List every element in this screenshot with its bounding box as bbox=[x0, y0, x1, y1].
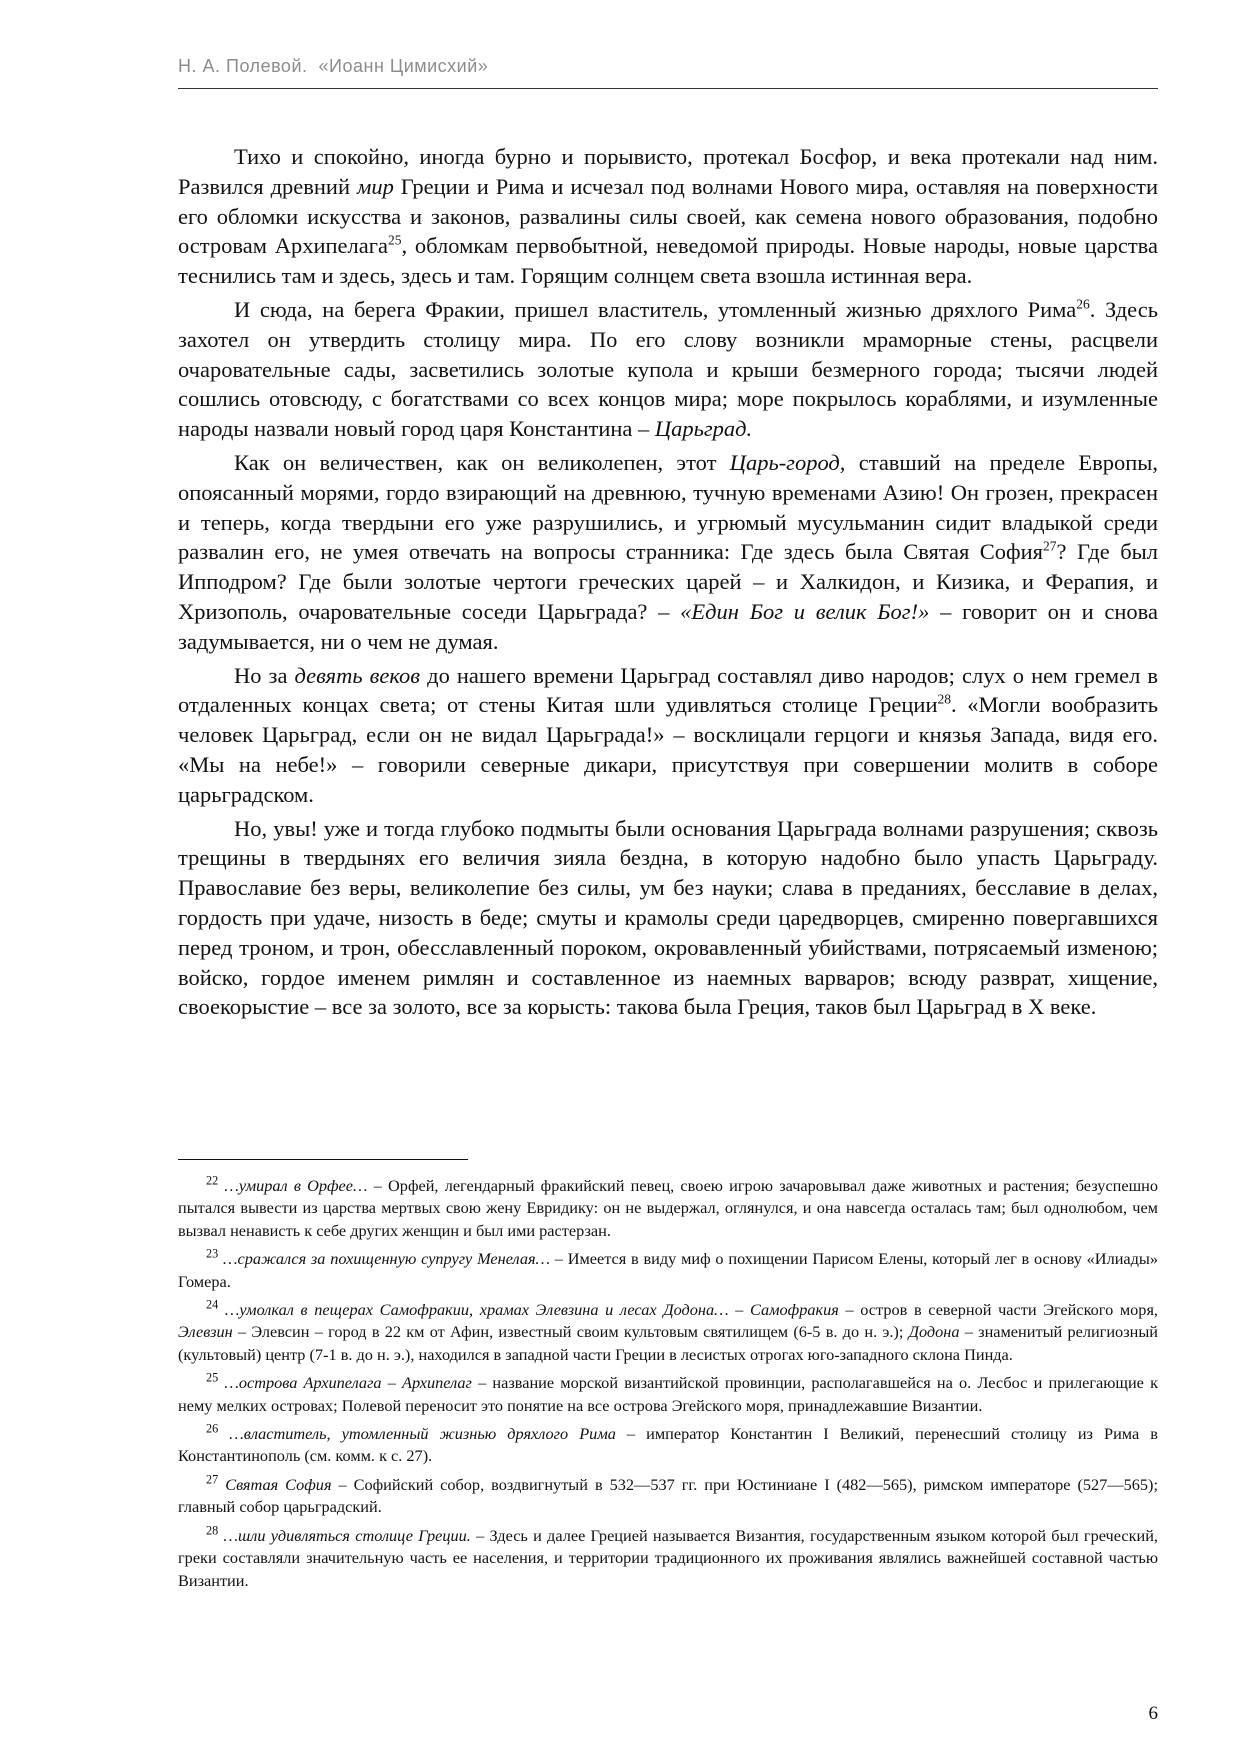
paragraph-1: Тихо и спокойно, иногда бурно и порывисто, протекал Босфор, и века протекали над ним. Развился древний мир Греции и Рима и исчезал под волнами Нового мира, оставляя на поверхности его обломки искусства и законов, развалины силы своей, как семена нового образования, подобно островам Архипелага$^{25}$, обломкам первобытной, неведомой природы. Новые народы, новые царства теснились там и здесь, здесь и там. Горящим солнцем света взошла истинная вера. bbox=[178, 144, 1158, 289]
paragraph-3: Как он величествен, как он великолепен, этот Царь-город, ставший на пределе Европы, опоясанный морями, гордо взирающий на древнюю, тучную временами Азию! Он грозен, прекрасен и теперь, когда твердыни его уже разрушились, и угрюмый мусульманин сидит владыкой среди развалин его, не умея отвечать на вопросы странника: Где здесь была Святая София$^{27}$? Где был Ипподром? Где были золотые чертоги греческих царей – и Халкидон, и Кизика, и Ферапия, и Хризополь, очаровательные соседи Царьграда? – «Един Бог и велик Бог!» – говорит он и снова задумывается, ни о чем не думая. bbox=[178, 449, 1159, 654]
footnote-28: $^{28}$ …шли удивляться столице Греции. – Здесь и далее Грецией называется Византия, государственным языком которой был греческий, греки составляли значительную часть ее населения, и территории традиционного их проживания являлись важнейшей составной частью Византии. bbox=[178, 1523, 1158, 1590]
footnote-23: $^{23}$ …сражался за похищенную супругу Менелая… – Имеется в виду миф о похищении Парисом Елены, который лег в основу «Илиады» Гомера. bbox=[178, 1246, 1158, 1291]
footnotes bbox=[178, 1175, 1158, 1598]
header-title: «Иоанн Цимисхий» bbox=[318, 56, 489, 76]
running-header bbox=[178, 56, 1158, 77]
paragraph-5: Но, увы! уже и тогда глубоко подмыты были основания Царьграда волнами разрушения; сквозь трещины в твердынях его величия зияла бездна, в которую надобно было упасть Царьграду. Православие без веры, великолепие без силы, ум без науки; слава в преданиях, бесславие в делах, гордость при удаче, низость в беде; смуты и крамолы среди царедворцев, смиренно повергавшихся перед троном, и трон, обесславленный пороком, окровавленный убийствами, потрясаемый изменою; войско, гордое именем римлян и составленное из наемных варваров; всюду разврат, хищение, своекорыстие – все за золото, все за корысть: такова была Греция, таков был Царьград в X веке. bbox=[178, 815, 1158, 1020]
footnote-separator bbox=[178, 1159, 468, 1160]
footnote-27: $^{27}$ Святая София – Софийский собор, воздвигнутый в 532—537 гг. при Юстиниане I (482—565), римском императоре (527—565); главный собор царьградский. bbox=[178, 1472, 1158, 1517]
footnote-24: $^{24}$ …умолкал в пещерах Самофракии, храмах Элевзина и лесах Додона… – Самофракия – остров в северной части Эгейского моря, Элевзин – Элевсин – город в 22 км от Афин, известный своим культовым святилищем (6-5 в. до н. э.); Додона – знаменитый религиозный (культовый) центр (7-1 в. до н. э.), находился в западной части Греции в лесистых отрогах юго-западного склона Пинда. bbox=[178, 1297, 1159, 1364]
footnote-ref-26[interactable]: 26 bbox=[1076, 296, 1090, 312]
footnote-26: $^{26}$ …властитель, утомленный жизнью дряхлого Рима – император Константин I Великий, перенесший столицу из Рима в Константинополь (см. комм. к с. 27). bbox=[178, 1421, 1158, 1466]
header-author: Н. А. Полевой. bbox=[178, 56, 308, 76]
footnote-25: $^{25}$ …острова Архипелага – Архипелаг – название морской византийской провинции, располагавшейся на о. Лесбос и прилегающие к нему мелких островах; Полевой переносит это понятие на все острова Эгейского моря, принадлежавшие Византии. bbox=[178, 1370, 1158, 1415]
page-number: 6 bbox=[1148, 1703, 1158, 1724]
footnote-ref-25[interactable]: 25 bbox=[387, 232, 402, 248]
header-rule bbox=[178, 88, 1158, 89]
paragraph-2: И сюда, на берега Фракии, пришел властитель, утомленный жизнью дряхлого Рима$^{26}$. Здесь захотел он утвердить столицу мира. По его слову возникли мраморные стены, расцвели очаровательные сады, засветились золотые купола и крыши безмерного города; тысячи людей сошлись отовсюду, с богатствами со всех концов мира; море покрылось кораблями, и изумленные народы назвали новый город царя Константина – Царьград. bbox=[178, 296, 1158, 442]
footnote-22: $^{22}$ …умирал в Орфее… – Орфей, легендарный фракийский певец, своею игрою зачаровывал даже животных и растения; безуспешно пытался вывести из царства мертвых свою жену Евридику: он не выдержал, оглянулся, и она навсегда осталась там; был однолюбом, чем вызвал ненависть к себе других женщин и был ими растерзан. bbox=[178, 1173, 1158, 1240]
footnote-ref-27[interactable]: 27 bbox=[1043, 538, 1057, 554]
main-text bbox=[178, 142, 1158, 1022]
paragraph-4: Но за девять веков до нашего времени Царьград составлял диво народов; слух о нем гремел в отдаленных концах света; от стены Китая шли удивляться столице Греции$^{28}$. «Могли вообразить человек Царьград, если он не видал Царьграда!» – восклицали герцоги и князья Запада, видя его. «Мы на небе!» – говорили северные дикари, присутствуя при совершении молитв в соборе царьградском. bbox=[178, 662, 1159, 807]
footnote-ref-28[interactable]: 28 bbox=[937, 691, 951, 707]
